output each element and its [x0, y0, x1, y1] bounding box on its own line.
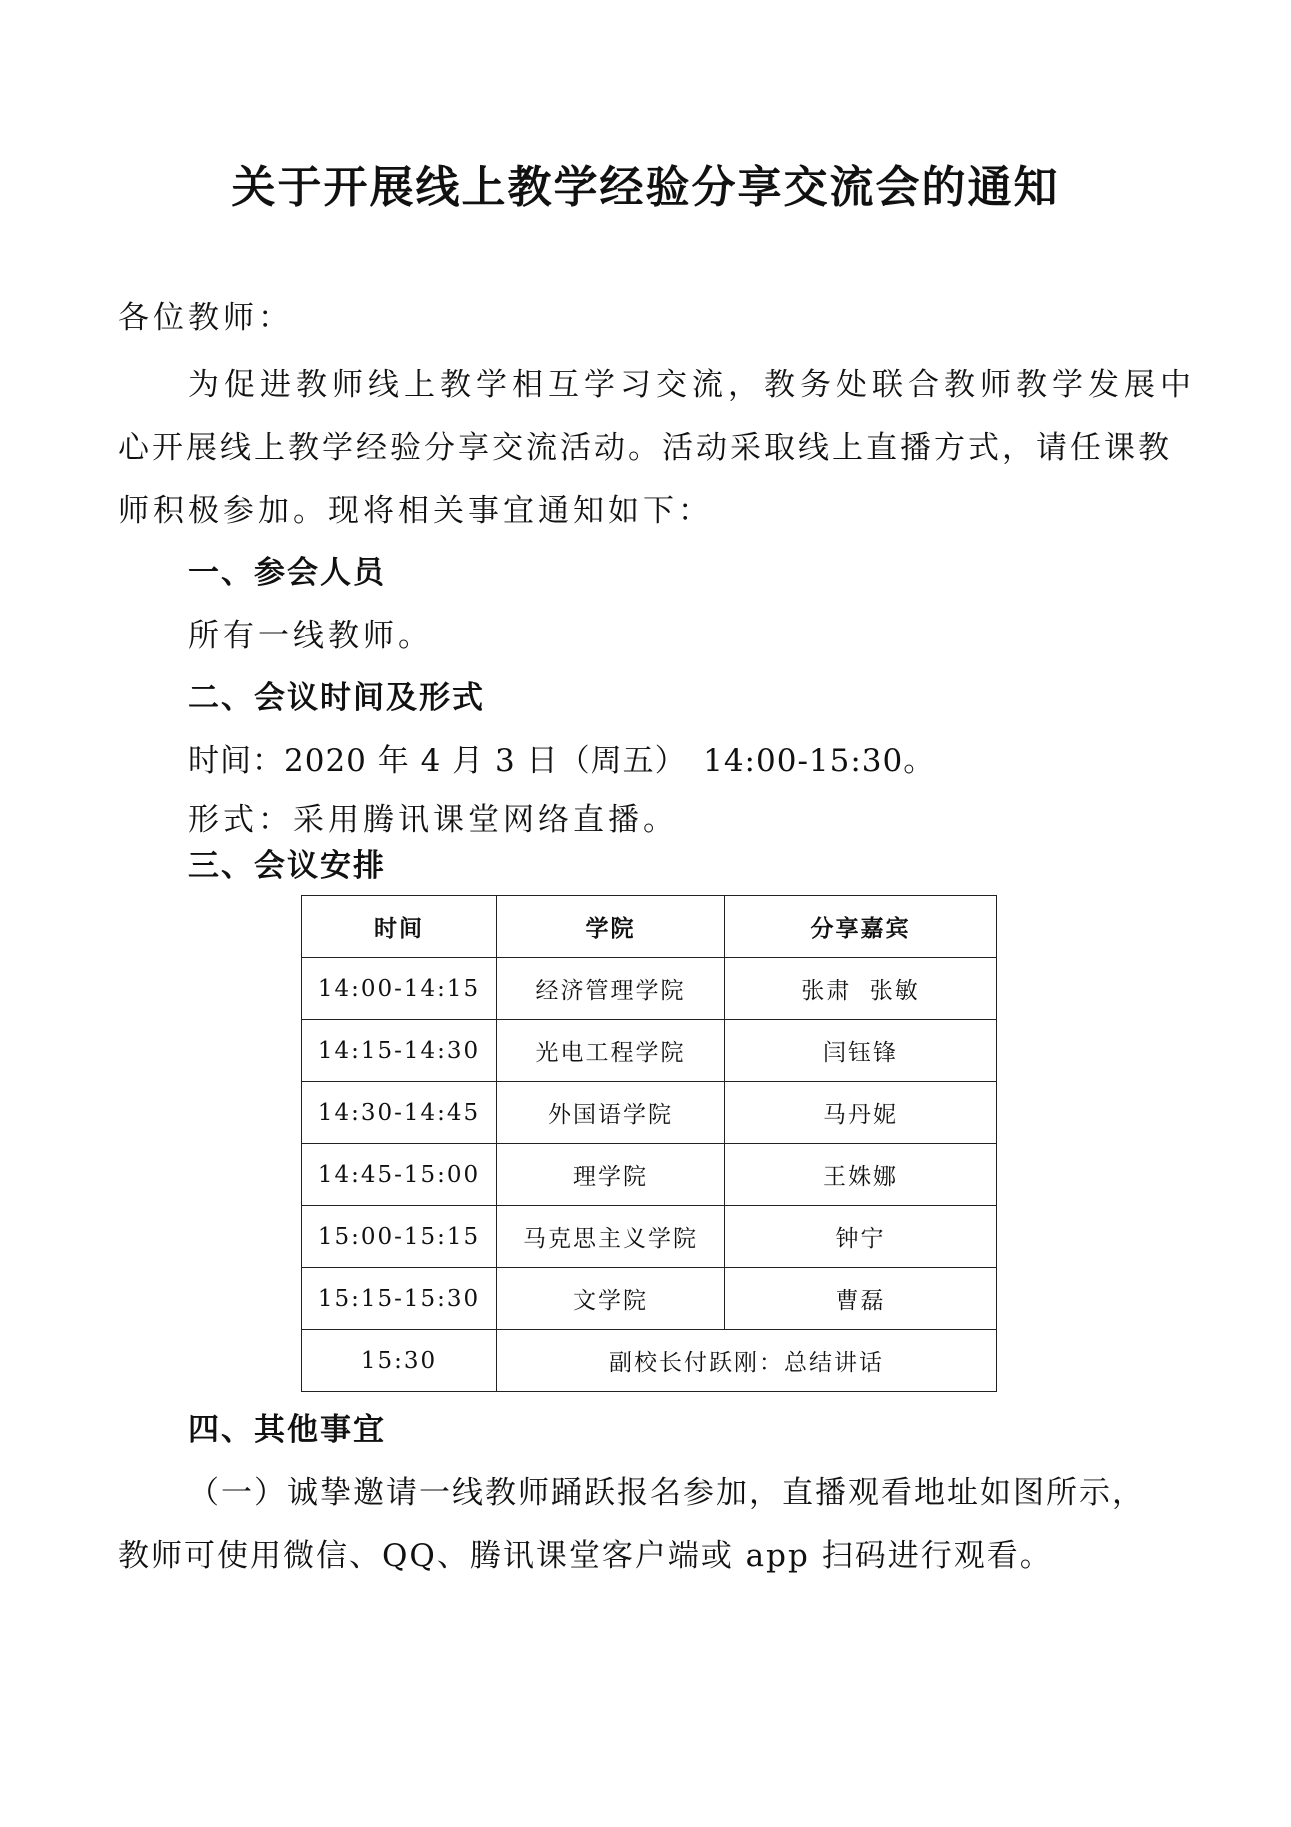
cell-closing-remarks: 副校长付跃刚：总结讲话: [497, 1330, 997, 1392]
agenda-header-row: [302, 896, 997, 958]
section-heading-time-format: 二、会议时间及形式: [188, 680, 485, 716]
cell-guest: 马丹妮: [725, 1082, 997, 1144]
cell-guest: 王姝娜: [725, 1144, 997, 1206]
header-guest: 分享嘉宾: [725, 896, 997, 958]
cell-time: 14:15-14:30: [302, 1020, 497, 1082]
cell-college: 经济管理学院: [497, 958, 725, 1020]
cell-time: 15:30: [302, 1330, 497, 1392]
cell-time: 14:30-14:45: [302, 1082, 497, 1144]
table-row: [302, 1082, 997, 1144]
cell-guest: 闫钰锋: [725, 1020, 997, 1082]
cell-time: 14:45-15:00: [302, 1144, 497, 1206]
section-heading-attendees: 一、参会人员: [188, 555, 386, 591]
section-heading-agenda: 三、会议安排: [188, 848, 386, 884]
cell-guest: 张肃 张敏: [725, 958, 997, 1020]
cell-time: 15:00-15:15: [302, 1206, 497, 1268]
header-college: 学院: [497, 896, 725, 958]
table-row: [302, 1020, 997, 1082]
cell-time: 14:00-14:15: [302, 958, 497, 1020]
cell-college: 马克思主义学院: [497, 1206, 725, 1268]
cell-college: 外国语学院: [497, 1082, 725, 1144]
other-line-1: （一）诚挚邀请一线教师踊跃报名参加，直播观看地址如图所示，: [188, 1475, 1145, 1511]
cell-college: 理学院: [497, 1144, 725, 1206]
cell-college: 光电工程学院: [497, 1020, 725, 1082]
cell-guest: 钟宁: [725, 1206, 997, 1268]
meeting-format-text: 形式：采用腾讯课堂网络直播。: [188, 802, 678, 838]
intro-line-3: 师积极参加。现将相关事宜通知如下：: [118, 493, 713, 529]
intro-line-2: 心开展线上教学经验分享交流活动。活动采取线上直播方式，请任课教: [118, 430, 1172, 466]
intro-line-1: 为促进教师线上教学相互学习交流，教务处联合教师教学发展中: [188, 367, 1196, 403]
table-row-closing: [302, 1330, 997, 1392]
agenda-table: [301, 895, 997, 1392]
cell-college: 文学院: [497, 1268, 725, 1330]
table-row: [302, 1268, 997, 1330]
table-row: [302, 1206, 997, 1268]
cell-guest: 曹磊: [725, 1268, 997, 1330]
meeting-time-text: 时间：2020 年 4 月 3 日（周五） 14:00-15:30。: [188, 743, 936, 779]
attendees-text: 所有一线教师。: [188, 618, 433, 654]
document-title: 关于开展线上教学经验分享交流会的通知: [231, 162, 1060, 213]
table-row: [302, 958, 997, 1020]
header-time: 时间: [302, 896, 497, 958]
cell-time: 15:15-15:30: [302, 1268, 497, 1330]
salutation: 各位教师：: [118, 300, 293, 336]
other-line-2: 教师可使用微信、QQ、腾讯课堂客户端或 app 扫码进行观看。: [118, 1538, 1053, 1574]
table-row: [302, 1144, 997, 1206]
section-heading-other: 四、其他事宜: [188, 1412, 386, 1448]
